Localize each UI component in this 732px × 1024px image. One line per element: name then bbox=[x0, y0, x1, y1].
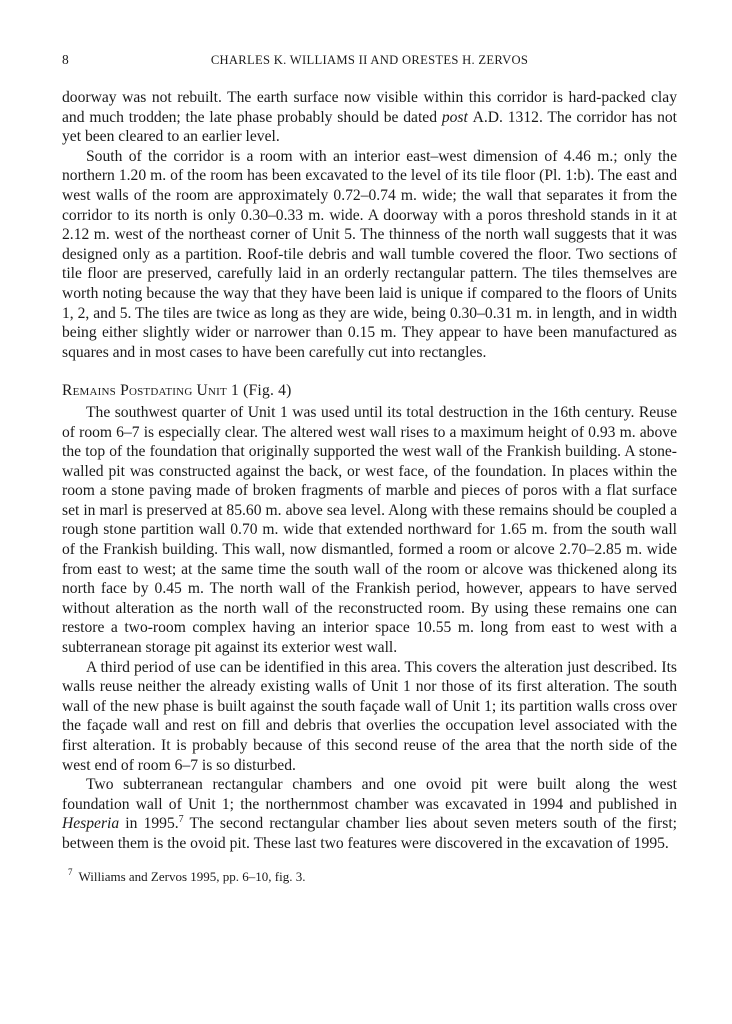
page bbox=[62, 52, 677, 885]
paragraph-3: The southwest quarter of Unit 1 was used until its total destruction in the 16th century. Reuse of room 6–7 is especially clear. The altered west wall rises to a maximum height of 0.93 m. above the top of the foundation that originally supported the west wall of the Frankish building. A stone-walled pit was constructed against the back, or west face, of the foundation. In places within the room a stone paving made of broken fragments of marble and pieces of poros with a flat surface set in marl is preserved at 85.60 m. above sea level. Along with these remains should be coupled a rough stone partition wall 0.70 m. wide that extended northward for 1.65 m. from the south wall of the Frankish building. This wall, now dismantled, formed a room or alcove 2.70–2.85 m. wide from east to west; at the same time the south wall of the room or alcove was thickened along its north face by 0.45 m. The north wall of the Frankish period, however, appears to have served without alteration as the north wall of the reconstructed room. By using these remains one can restore a two-room complex having an interior space 10.55 m. long from east to west with a subterranean storage pit against its exterior west wall. bbox=[62, 403, 677, 657]
page-header bbox=[62, 52, 677, 74]
section-heading bbox=[62, 381, 677, 401]
paragraph-1-text-b: 1312. The corridor has not yet been cleared to an earlier level. bbox=[62, 108, 677, 146]
page-number: 8 bbox=[62, 52, 69, 67]
running-head: CHARLES K. WILLIAMS II AND ORESTES H. ZERVOS bbox=[210, 53, 529, 67]
footnote-number: 7 bbox=[68, 867, 73, 878]
paragraph-5-text-c: The second rectangular chamber lies about seven meters south of the first; between them is the ovoid pit. These last two features were discovered in the excavation of 1995. bbox=[62, 815, 677, 852]
paragraph-5-text-a: Two subterranean rectangular chambers and one ovoid pit were built along the west foundation wall of Unit 1; the northernmost chamber was excavated in 1994 and published in bbox=[62, 776, 677, 813]
section-heading-title: Remains Postdating Unit 1 bbox=[62, 382, 240, 400]
body-text bbox=[62, 88, 677, 854]
footnote-ref[interactable]: 7 bbox=[178, 814, 184, 826]
footnote bbox=[62, 868, 677, 885]
paragraph-1 bbox=[62, 88, 677, 147]
paragraph-2: South of the corridor is a room with an interior east–west dimension of 4.46 m.; only the northern 1.20 m. of the room has been excavated to the level of its tile floor (Pl. 1:b). The east and west walls of the room are approximately 0.72–0.74 m. wide; the wall that separates it from the corridor to its north is only 0.30–0.33 m. wide. A doorway with a poros threshold stands in it at 2.12 m. west of the northeast corner of Unit 5. The thinness of the north wall suggests that it was designed only as a partition. Roof-tile debris and wall tumble covered the floor. Two sections of tile floor are preserved, carefully laid in an orderly rectangular pattern. The tiles themselves are worth noting because the way that they have been laid is unique if compared to the floors of Units 1, 2, and 5. The tiles are twice as long as they are wide, being 0.30–0.31 m. in length, and in width being either slightly wider or narrower than 0.15 m. They appear to have been manufactured as squares and in most cases to have been carefully cut into rectangles. bbox=[62, 147, 677, 361]
paragraph-1-text-a: doorway was not rebuilt. The earth surface now visible within this corridor is hard-packed clay and much trodden; the late phase probably should be dated bbox=[62, 89, 677, 126]
ad-abbrev: A.D. bbox=[472, 108, 503, 126]
footnote-text: Williams and Zervos 1995, pp. 6–10, fig. 3. bbox=[78, 868, 306, 884]
paragraph-4: A third period of use can be identified in this area. This covers the alteration just described. Its walls reuse neither the already existing walls of Unit 1 nor those of its first alteration. The south wall of the new phase is built against the south façade wall of Unit 1; its partition walls cross over the façade wall and rest on fill and debris that overlies the occupation level associated with the first alteration. It is probably because of this second reuse of the area that the north side of the west end of room 6–7 is so disturbed. bbox=[62, 658, 677, 774]
journal-italic: Hesperia bbox=[62, 815, 120, 833]
paragraph-5-text-b: in 1995. bbox=[119, 815, 179, 833]
post-italic: post bbox=[441, 108, 468, 126]
paragraph-5 bbox=[62, 775, 677, 853]
section-heading-fig-ref: (Fig. 4) bbox=[243, 382, 292, 400]
